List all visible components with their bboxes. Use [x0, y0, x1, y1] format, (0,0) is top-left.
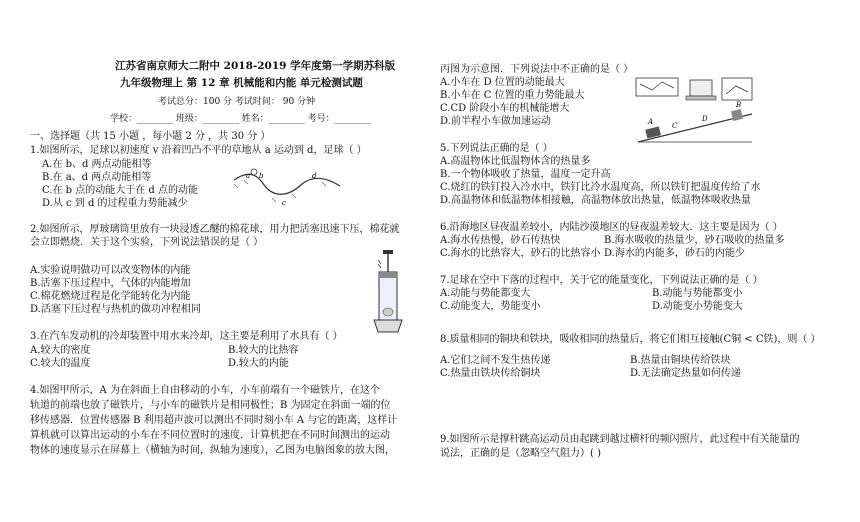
q5-option-d: D.高温物体和低温物体相接触，高温物体放出热量，低温物体吸收热量 — [440, 195, 751, 206]
q3-stem: 3.在汽车发动机的冷却装置中用水来冷却，这主要是利用了水具有（ ） — [30, 331, 343, 342]
q1-option-a: A.在 b、d 两点动能相等 — [42, 159, 152, 170]
q1-stem: 1.如图所示，足球以初速度 v 沿着凹凸不平的草地从 a 运动到 d，足球（ ） — [30, 145, 367, 156]
q9-stem-line2: 说法，正确的是（忽略空气阻力）( ) — [440, 448, 601, 459]
q7-option-c: C.动能变大，势能变小 — [440, 301, 541, 312]
q2-cylinder-figure — [368, 250, 408, 335]
q9-stem-line1: 9.如图所示是撑杆跳高运动员由起跳到越过横杆的频闪照片，此过程中有关能量的 — [440, 434, 800, 445]
q1-ground-figure — [232, 168, 342, 208]
position-c-label: C — [672, 122, 678, 130]
q8-option-c: C.热量由铁块传给铜块 — [440, 368, 541, 379]
q8-stem: 8.质量相同的铜块和铁块，吸收相同的热量后，将它们相互接触(C铜 < C铁)，则（ ） — [440, 334, 821, 345]
q6-option-a: A.海水传热慢，砂石传热快 — [440, 235, 561, 246]
position-d-label: D — [702, 115, 708, 123]
q4-option-b: B.小车在 C 位置的重力势能最大 — [440, 90, 585, 101]
exam-meta: 考试总分：100 分 考试时间： 90 分钟 — [158, 97, 316, 107]
q6-option-c: C.海水的比热容大，砂石的比热容小 — [440, 248, 601, 259]
page-title-line1: 江苏省南京师大二附中 2018-2019 学年度第一学期苏科版 — [115, 60, 396, 72]
q3-option-c: C.较大的温度 — [30, 358, 91, 369]
q8-option-b: B.热量由铜块传给铁块 — [630, 355, 731, 366]
point-a-label: a — [246, 172, 251, 180]
q7-option-b: B.动能与势能都变小 — [652, 288, 743, 299]
q2-stem-line2: 会立即燃烧．关于这个实验，下列说法错误的是（ ） — [30, 237, 264, 248]
q5-stem: 5.下列说法正确的是（ ） — [440, 143, 553, 154]
q2-stem-line1: 2.如图所示，厚玻璃筒里放有一块浸透乙醚的棉花球，用力把活塞迅速下压，棉花就 — [30, 224, 400, 235]
student-info: 学校：________ 班级：________ 姓名：________ 考号：________ — [110, 114, 371, 124]
q4-stem-line6: 丙图为示意图．下列说法中不正确的是（ ） — [440, 64, 634, 75]
q5-option-c: C.烧红的铁钉投入冷水中，铁钉比冷水温度高，所以铁钉把温度传给了水 — [440, 182, 761, 193]
q1-option-b: B.在 a、d 两点动能相等 — [42, 172, 152, 183]
q4-option-d: D.前半程小车做加速运动 — [440, 116, 551, 127]
q2-option-a: A.实验说明做功可以改变物体的内能 — [30, 265, 191, 276]
q2-option-c: C.棉花燃烧过程是化学能转化为内能 — [30, 291, 191, 302]
q5-option-b: B.一个物体吸收了热量，温度一定升高 — [440, 169, 611, 180]
sensor-b-label: B — [736, 101, 742, 109]
q4-stem-line3: 移传感器．位置传感器 B 利用超声波可以测出不同时刻小车 A 与它的距离，这样计 — [30, 415, 398, 426]
q4-stem-line2: 轨道的前端也放了磁铁片，与小车的磁铁片是相同极性；B 为固定在斜面一端的位 — [30, 400, 391, 411]
q8-option-a: A.它们之间不发生热传递 — [440, 355, 551, 366]
section-heading: 一、选择题（共 15 小题 ，每小题 2 分 ，共 30 分 ） — [30, 131, 271, 142]
q3-option-d: D.较大的内能 — [228, 358, 289, 369]
point-c-label: c — [282, 199, 286, 207]
q4-option-c: C.CD 阶段小车的机械能增大 — [440, 103, 570, 114]
q1-option-d: D.从 c 到 d 的过程重力势能减少 — [42, 198, 188, 209]
q1-option-c: C.在 b 点的动能大于在 d 点的动能 — [42, 185, 198, 196]
q4-incline-figure — [632, 74, 757, 146]
q6-stem: 6.沿海地区昼夜温差较小，内陆沙漠地区的昼夜温差较大．这主要是因为（ ） — [440, 222, 783, 233]
q7-option-d: D.动能变小势能变大 — [652, 301, 743, 312]
q8-option-d: D.无法确定热量如何传递 — [630, 368, 741, 379]
q4-stem-line5: 物体的速度显示在屏幕上（横轴为时间，纵轴为速度），乙图为电脑图象的放大图， — [30, 445, 395, 456]
q2-option-d: D.活塞下压过程与热机的做功冲程相同 — [30, 304, 201, 315]
q2-option-b: B.活塞下压过程中，气体的内能增加 — [30, 278, 191, 289]
q4-stem-line1: 4.如图甲所示，A 为在斜面上自由移动的小车，小车前端有一个磁铁片，在这个 — [30, 385, 380, 396]
q7-stem: 7.足球在空中下落的过程中，关于它的能量变化，下列说法正确的是（ ） — [440, 275, 763, 286]
q6-option-b: B.海水吸收的热量少，砂石吸收的热量多 — [604, 235, 785, 246]
q3-option-b: B.较大的比热容 — [228, 345, 299, 356]
point-b-label: b — [259, 172, 264, 180]
page-title-line2: 九年级物理上 第 12 章 机械能和内能 单元检测试题 — [120, 77, 363, 89]
q4-option-a: A.小车在 D 位置的动能最大 — [440, 77, 565, 88]
q5-option-a: A.高温物体比低温物体含的热量多 — [440, 156, 591, 167]
q3-option-a: A.较大的密度 — [30, 345, 91, 356]
q4-stem-line4: 算机就可以算出运动的小车在不同位置时的速度．计算机把在不同时间测出的运动 — [30, 430, 390, 441]
cart-a-label: A — [648, 118, 654, 126]
point-d-label: d — [312, 172, 317, 180]
q7-option-a: A.动能与势能都变大 — [440, 288, 531, 299]
q6-option-d: D.海水的内能多，砂石的内能少 — [604, 248, 745, 259]
